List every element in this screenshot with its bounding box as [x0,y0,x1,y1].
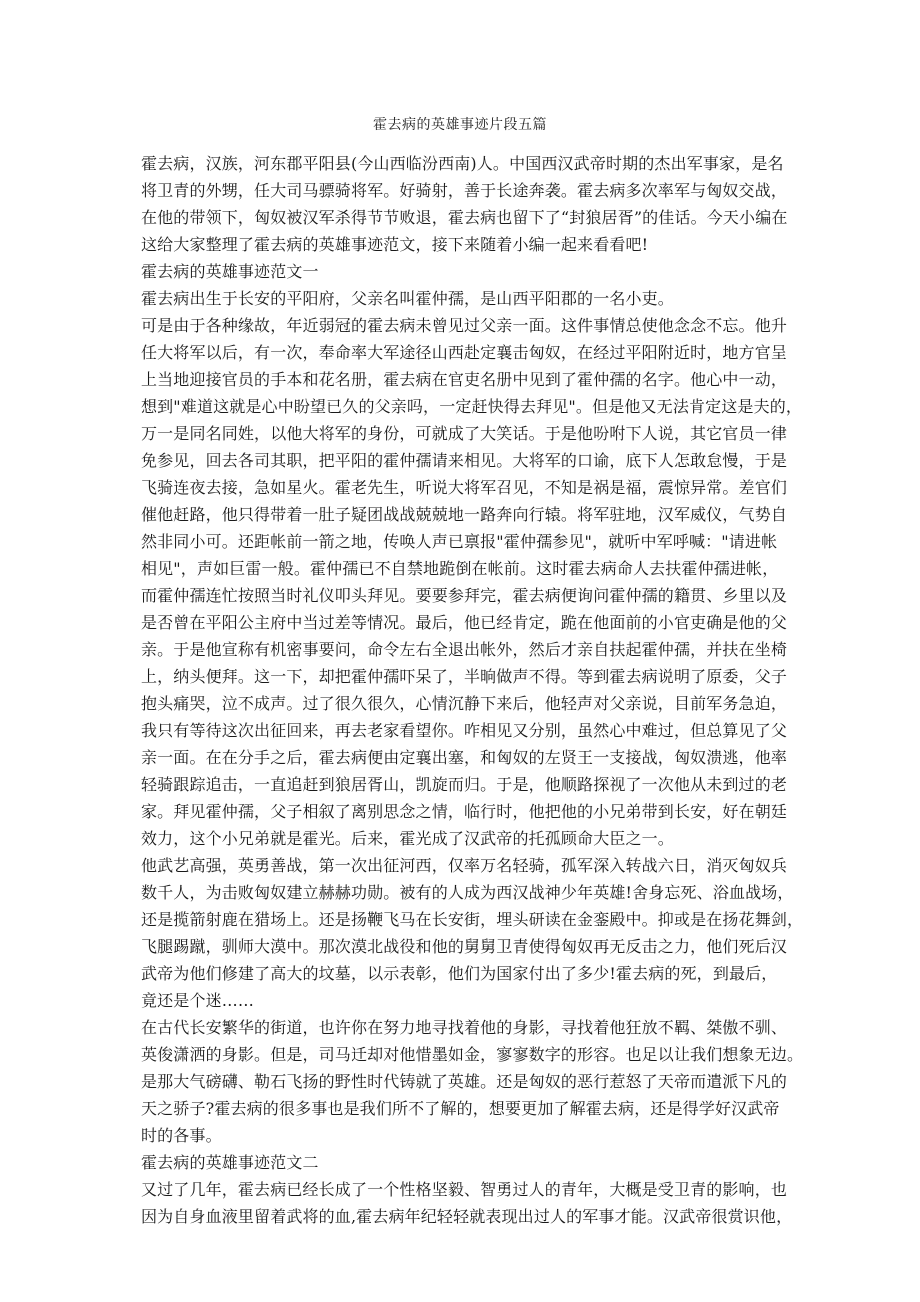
text-line: 这给大家整理了霍去病的英雄事迹范文，接下来随着小编一起来看看吧! [141,235,649,254]
text-line: 免参见，回去各司其职，把平阳的霍仲孺请来相见。大将军的口谕，底下人怎敢怠慢，于是 [141,451,788,470]
text-line: 天之骄子?霍去病的很多事也是我们所不了解的，想要更加了解霍去病，还是得学好汉武帝 [141,1099,780,1118]
paragraph [141,258,787,285]
text-line: 时的各事。 [141,1126,222,1145]
text-line: 将卫青的外甥，任大司马骠骑将军。好骑射，善于长途奔袭。霍去病多次率军与匈奴交战， [141,181,788,200]
text-line: 万一是同名同姓，以他大将军的身份，可就成了大笑话。于是他吩咐下人说，其它官员一律 [141,424,788,443]
paragraph [141,1014,804,1149]
text-line: 霍去病，汉族，河东郡平阳县(今山西临汾西南)人。中国西汉武帝时期的杰出军事家，是名 [141,154,784,173]
text-line: 还是揽箭射鹿在猎场上。还是扬鞭飞马在长安街，埋头研读在金銮殿中。抑或是在扬花舞剑， [141,910,804,929]
text-line: 效力，这个小兄弟就是霍光。后来，霍光成了汉武帝的托孤顾命大臣之一。 [141,829,674,848]
text-line: 而霍仲孺连忙按照当时礼仪叩头拜见。要要参拜完，霍去病便询问霍仲孺的籍贯、乡里以及 [141,586,788,605]
text-line: 他武艺高强，英勇善战，第一次出征河西，仅率万名轻骑，孤军深入转战六日，消灭匈奴兵 [141,856,788,875]
paragraph [141,852,804,1014]
text-line: 在古代长安繁华的街道，也许你在努力地寻找着他的身影，寻找着他狂放不羁、桀傲不驯、 [141,1018,788,1037]
text-line: 飞骑连夜去接，急如星火。霍老先生，听说大将军召见，不知是祸是福，震惊异常。差官们 [141,478,788,497]
text-line: 因为自身血液里留着武将的血,霍去病年纪轻轻就表现出过人的军事才能。汉武帝很赏识他， [141,1207,793,1226]
text-line: 轻骑跟踪追击，一直追赶到狼居胥山，凯旋而归。于是，他顺路探视了一次他从未到过的老 [141,775,788,794]
document-body [141,150,804,1230]
text-line: 是那大气磅礴、勒石飞扬的野性时代铸就了英雄。还是匈奴的恶行惹怒了天帝而遣派下凡的 [141,1072,788,1091]
paragraph [141,1176,793,1230]
text-line: 又过了几年，霍去病已经长成了一个性格坚毅、智勇过人的青年，大概是受卫青的影响，也 [141,1180,788,1199]
paragraph [141,150,787,258]
text-line: 催他赶路，他只得带着一肚子疑团战战兢兢地一路奔向行辕。将军驻地，汉军威仪，气势自 [141,505,788,524]
text-line: 数千人，为击败匈奴建立赫赫功勋。被有的人成为西汉战神少年英雄!舍身忘死、浴血战场， [141,883,794,902]
text-line: 霍去病出生于长安的平阳府，父亲名叫霍仲孺，是山西平阳郡的一名小吏。 [141,289,674,308]
text-line: 上当地迎接官员的手本和花名册，霍去病在官吏名册中见到了霍仲孺的名字。他心中一动， [141,370,788,389]
paragraph [141,312,803,852]
paragraph [141,1149,787,1176]
text-line: 武帝为他们修建了高大的坟墓，以示表彰，他们为国家付出了多少!霍去病的死，到最后， [141,964,778,983]
text-line: 上，纳头便拜。这一下，却把霍仲孺吓呆了，半晌做声不得。等到霍去病说明了原委，父子 [141,667,788,686]
text-line: 任大将军以后，有一次，奉命率大军途径山西赴定襄击匈奴，在经过平阳附近时，地方官呈 [141,343,788,362]
text-line: 想到"难道这就是心中盼望已久的父亲吗，一定赶快得去拜见"。但是他又无法肯定这是夫的， [141,397,803,416]
text-line: 相见"，声如巨雷一般。霍仲孺已不自禁地跪倒在帐前。这时霍去病命人去扶霍仲孺进帐， [141,559,779,578]
text-line: 霍去病的英雄事迹范文二 [141,1153,319,1172]
document-title: 霍去病的英雄事迹片段五篇 [373,117,547,133]
text-line: 可是由于各种缘故，年近弱冠的霍去病未曾见过父亲一面。这件事情总使他念念不忘。他升 [141,316,788,335]
text-line: 是否曾在平阳公主府中当过差等情况。最后，他已经肯定，跪在他面前的小官吏确是他的父 [141,613,788,632]
text-line: 亲一面。在在分手之后，霍去病便由定襄出塞，和匈奴的左贤王一支接战，匈奴溃逃，他率 [141,748,788,767]
text-line: 抱头痛哭，泣不成声。过了很久很久，心情沉静下来后，他轻声对父亲说，目前军务急迫， [141,694,788,713]
text-line: 我只有等待这次出征回来，再去老家看望你。咋相见又分别，虽然心中难过，但总算见了父 [141,721,788,740]
text-line: 在他的带领下，匈奴被汉军杀得节节败退，霍去病也留下了“封狼居胥”的佳话。今天小编在 [141,208,788,227]
text-line: 然非同小可。还距帐前一箭之地，传唤人声已禀报"霍仲孺参见"，就听中军呼喊："请进帐 [141,532,778,551]
text-line: 竟还是个迷…… [141,991,255,1010]
text-line: 飞腿踢蹴，驯师大漠中。那次漠北战役和他的舅舅卫青使得匈奴再无反击之力，他们死后汉 [141,937,788,956]
text-line: 家。拜见霍仲孺，父子相叙了离别思念之情，临行时，他把他的小兄弟带到长安，好在朝廷 [141,802,788,821]
paragraph [141,285,787,312]
text-line: 英俊潇洒的身影。但是，司马迁却对他惜墨如金，寥寥数字的形容。也足以让我们想象无边。 [141,1045,804,1064]
text-line: 霍去病的英雄事迹范文一 [141,262,319,281]
text-line: 亲。于是他宣称有机密事要问，命令左右全退出帐外，然后才亲自扶起霍仲孺，并扶在坐椅 [141,640,788,659]
